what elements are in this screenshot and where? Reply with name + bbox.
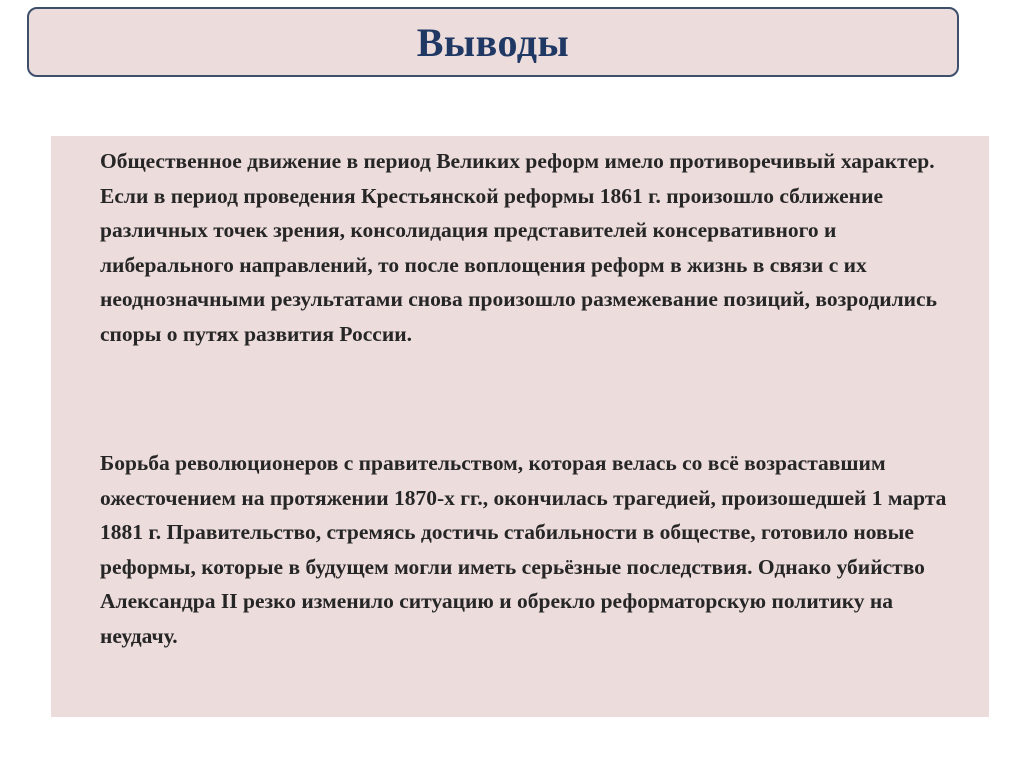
conclusion-paragraph-2: Борьба революционеров с правительством, которая велась со всё возраставшим ожесточением на протяжении 1870-х гг., окончилась трагедией, произошедшей 1 марта 1881 г. Правительство, стремясь достичь стабильности в обществе, готовило новые реформы, которые в будущем могли иметь серьёзные последствия. Однако убийство Александра II резко изменило ситуацию и обрекло реформаторскую политику на неудачу. [100,451,947,648]
conclusion-paragraph-1: Общественное движение в период Великих реформ имело противоречивый характер. Если в период проведения Крестьянской реформы 1861 г. произошло сближение различных точек зрения, консолидация представителей консервативного и либерального направлений, то после воплощения реформ в жизнь в связи с их неоднозначными результатами снова произошло размежевание позиций, возродились споры о путях развития России. [100,149,937,346]
title-box [27,7,959,77]
slide-title: Выводы [416,19,570,65]
content-panel [51,136,989,717]
